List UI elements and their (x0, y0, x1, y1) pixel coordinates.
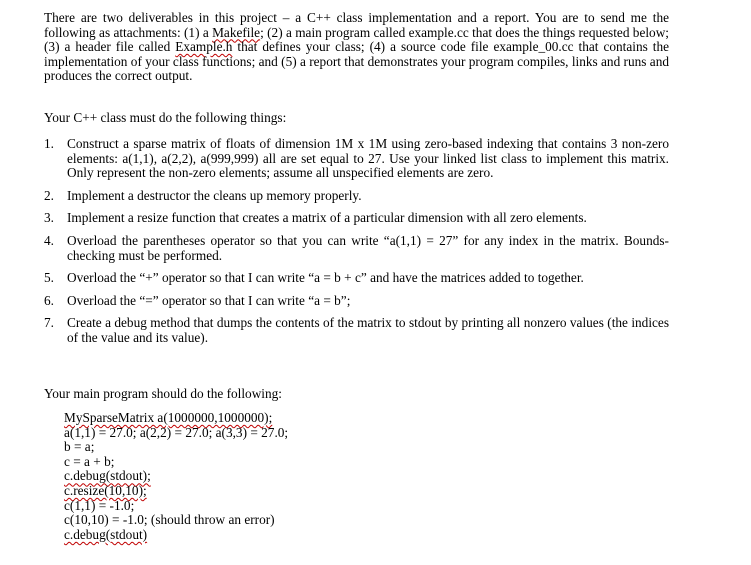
makefile-word: Makefile (212, 24, 261, 40)
code-line: c(1,1) = -1.0; (64, 497, 135, 513)
requirement-text: Overload the “=” operator so that I can write “a = b”; (67, 292, 351, 308)
requirements-list (44, 137, 669, 354)
requirement-text: Overload the parentheses operator so that you can write “a(1,1) = 27” for any index in the matrix. Bounds-checking must be performed. (67, 232, 669, 263)
code-line: b = a; (64, 439, 95, 455)
code-line: a(1,1) = 27.0; a(2,2) = 27.0; a(3,3) = 27.0; (64, 424, 289, 440)
requirement-number: 3. (44, 210, 54, 226)
requirement-item (44, 189, 669, 204)
requirement-text: Overload the “+” operator so that I can write “a = b + c” and have the matrices added to together. (67, 270, 584, 286)
main-program-code (64, 411, 288, 542)
class-heading: Your C++ class must do the following things: (44, 110, 287, 125)
requirement-text: Implement a destructor the cleans up memory properly. (67, 187, 362, 203)
requirement-item (44, 234, 669, 263)
requirement-text: Construct a sparse matrix of floats of dimension 1M x 1M using zero-based indexing that contains 3 non-zero elements: a(1,1), a(2,2), a(999,999) all are set equal to 27. Use your linked list class to implement this matrix. Only represent the non-zero elements; assume all unspecified elements are zero. (67, 136, 669, 181)
requirement-number: 1. (44, 136, 54, 151)
requirement-number: 4. (44, 232, 54, 248)
example-h-word: Example.h (175, 39, 233, 55)
requirement-text: Implement a resize function that creates a matrix of a particular dimension with all zero elements. (67, 210, 587, 226)
requirement-number: 6. (44, 292, 54, 308)
requirement-item (44, 294, 669, 309)
code-line: c = a + b; (64, 453, 115, 469)
intro-text-1: There are two deliverables in this project – a C++ class implementation and a report. You are to send me the following as attachments: (1) a (44, 10, 669, 40)
requirement-number: 5. (44, 270, 54, 286)
intro-text-2: ; (2) a main program called example.cc that does the things requested below; (3) a header file called (44, 24, 669, 55)
main-program-heading: Your main program should do the following: (44, 386, 282, 401)
code-line: c.debug(stdout) (64, 526, 148, 542)
requirement-number: 2. (44, 187, 54, 203)
code-line: c(10,10) = -1.0; (should throw an error) (64, 512, 275, 528)
intro-paragraph (44, 11, 669, 84)
requirement-number: 7. (44, 315, 54, 331)
requirement-item (44, 137, 669, 181)
code-line: c.debug(stdout); (64, 468, 151, 484)
intro-text-3: that defines your class; (4) a source code file example_00.cc that contains the implementation of your class functions; and (5) a report that demonstrates your program compiles, links and runs and produces the correct output. (44, 39, 669, 84)
requirement-text: Create a debug method that dumps the contents of the matrix to stdout by printing all nonzero values (the indices of the value and its value). (67, 315, 669, 345)
code-line: c.resize(10,10); (64, 482, 147, 498)
requirement-item (44, 211, 669, 226)
requirement-item (44, 316, 669, 345)
requirement-item (44, 271, 669, 286)
code-line: MySparseMatrix a(1000000,1000000); (64, 410, 273, 425)
